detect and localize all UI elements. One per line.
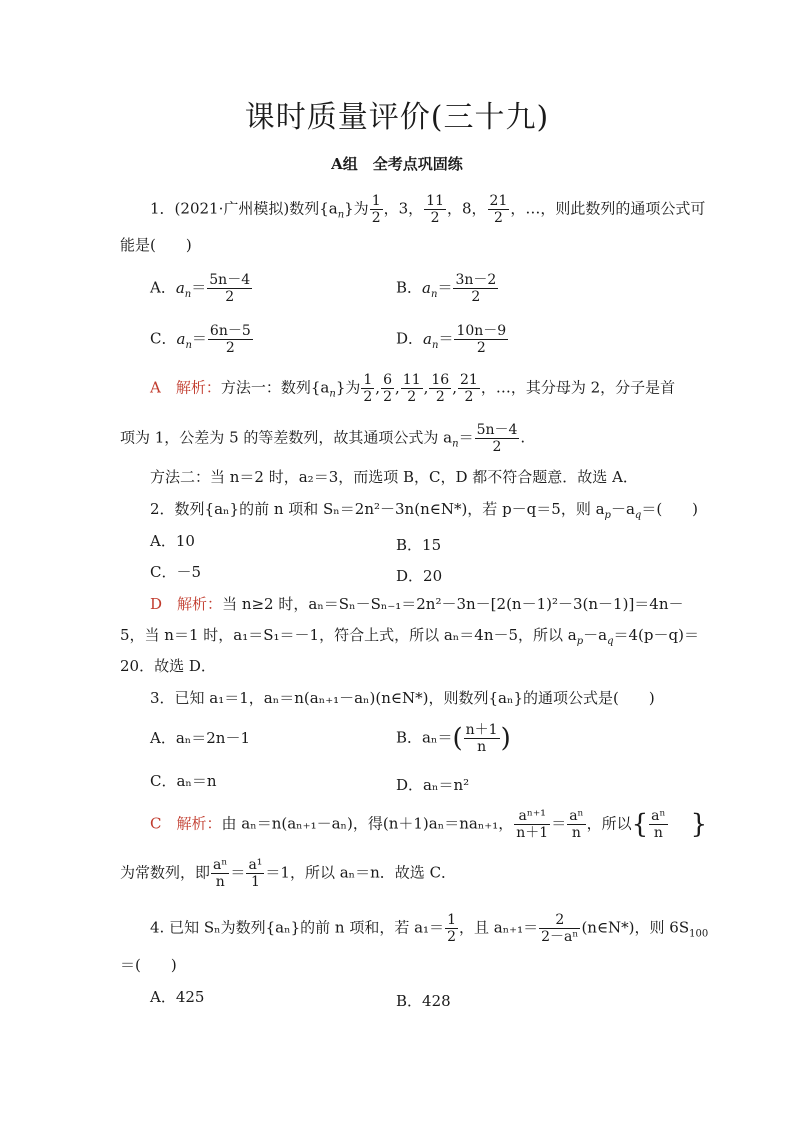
q3-stem: 3．已知 a₁＝1，aₙ＝n(aₙ₊₁－aₙ)(n∈N*)，则数列{aₙ}的通项公式是( ) [150,689,655,707]
q4-option-a: A．425 [150,988,205,1006]
q1-option-c: C．$a_n=$ $\frac{6n-5}{2}$ [150,323,251,356]
q3-solution: C 解析：由 aₙ＝n(aₙ₊₁－aₙ)，得(n＋1)aₙ＝naₙ₊₁， $\frac{\text{aⁿ⁺¹}}{n+1}$ ＝ $\frac{\text{aⁿ}}{n}$ ，所以{ $\frac{\text{aⁿ}}{n}$ } [150,808,708,841]
frac: $\frac{1}{2}$ [371,193,381,226]
q2-option-a: A．10 [150,532,195,550]
q4-stem-line2: ＝( ) [120,956,177,974]
q3-option-b: B．aₙ＝( $\frac{n+1}{n}$ ) [396,722,511,755]
answer-letter: D [150,595,163,613]
answer-letter: C [150,814,162,833]
page-title: 课时质量评价(三十九) [244,100,550,135]
q1-solution-line2: 项为 1，公差为 5 的等差数列，故其通项公式为 $a_n=$ $\frac{5n-4}{2}$ . [120,422,526,455]
q4-option-b: B．428 [396,992,451,1010]
q3-option-a: A．aₙ＝2n－1 [150,729,251,747]
q3-option-c: C．aₙ＝n [150,772,217,790]
q3-solution-line2: 为常数列，即 $\frac{\text{aⁿ}}{n}$ ＝ $\frac{\text{a¹}}{1}$ ＝1，所以 aₙ＝n．故选 C． [120,857,457,890]
q1-option-d: D．$a_n=$ $\frac{10n-9}{2}$ [396,323,507,356]
q2-solution: D 解析：当 n≥2 时，aₙ＝Sₙ－Sₙ₋₁＝2n²－3n－[2(n－1)²－3(n－1)]＝4n－ [150,595,684,613]
frac: $\frac{21}{2}$ [489,193,508,226]
q1-option-a: A．$a_n=$ $\frac{5n-4}{2}$ [150,272,251,305]
q4-stem: 4. 已知 Sₙ为数列{aₙ}的前 n 项和，若 a₁＝ $\frac{1}{2}$ ，且 aₙ₊₁＝ $\frac{2}{\text{2－aⁿ}}$ (n∈N*)，则 $6S_{100}$ [150,912,709,945]
q2-stem: 2．数列{aₙ}的前 n 项和 Sₙ＝2n²－3n(n∈N*)，若 p－q＝5，则 $a_p-a_q=$( ) [150,500,699,521]
analysis-label: 解析： [175,378,221,397]
q1-stem-line2: 能是( ) [120,236,192,254]
frac: $\frac{11}{2}$ [426,193,444,226]
q1-solution: A 解析：方法一：数列$\{a_n\}$为 $\frac{1}{2}$ , $\frac{6}{2}$ , $\frac{11}{2}$ , $\frac{16}{2}$ , $\frac{21}{2}$ ，…，其分母为 2，分子是首 [150,372,676,405]
q2-option-c: C．－5 [150,563,202,581]
answer-letter: A [150,378,161,397]
section-heading: A组 全考点巩固练 [331,155,463,173]
q1-solution-line3: 方法二：当 n＝2 时，a₂＝3，而选项 B，C，D 都不符合题意．故选 A． [150,468,638,486]
q2-option-d: D．20 [396,567,443,585]
analysis-label: 解析： [177,595,223,613]
analysis-label: 解析： [176,814,222,833]
q1-option-b: B．$a_n=$ $\frac{3n-2}{2}$ [396,272,497,305]
q3-option-d: D．aₙ＝n² [396,776,470,794]
q2-option-b: B．15 [396,536,442,554]
q2-solution-line2: 5，当 n＝1 时，a₁＝S₁＝－1，符合上式，所以 aₙ＝4n－5，所以 $a_p-a_q=4(p-q)=$ [120,626,699,647]
q1-stem: 1．(2021·广州模拟)数列$\{a_n\}$为 $\frac{1}{2}$ ，3， $\frac{11}{2}$ ，8， $\frac{21}{2}$ ，…，则此数列的通项公式可 [150,193,706,226]
q2-solution-line3: 20．故选 D． [120,657,216,675]
